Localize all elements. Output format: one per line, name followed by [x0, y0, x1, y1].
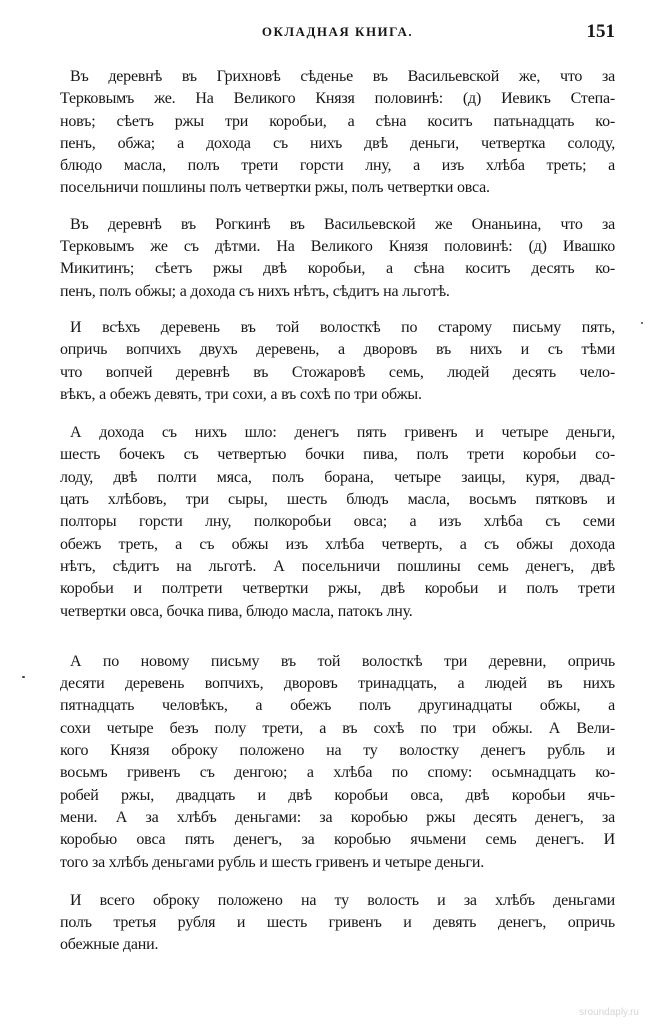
- text-line: Въ деревнѣ въ Грихновѣ сѣденье въ Васильевской же, что за: [70, 68, 615, 85]
- text-line: И всего оброку положено на ту волость и за хлѣбъ деньгами: [70, 891, 615, 909]
- running-title: ОКЛАДНАЯ КНИГА.: [261, 24, 414, 39]
- text-line: коробьи и полтрети четвертки ржы, двѣ коробьи и полъ трети: [60, 580, 615, 598]
- text-line: лоду, двѣ полти мяса, полъ борана, четыре заицы, куря, двад-: [60, 468, 615, 486]
- text-line: восьмъ гривенъ съ денгою; а хлѣба по спому: осьмнадцать ко-: [60, 764, 615, 782]
- paragraph-old-census: [60, 317, 615, 406]
- text-line: опричь вопчихъ двухъ деревень, а дворовъ въ нихъ и съ тѣми: [60, 341, 615, 359]
- text-line: Микитинъ; сѣетъ ржы двѣ коробьи, а сѣна коситъ десять ко-: [60, 260, 615, 278]
- text-line: И всѣхъ деревень въ той волосткѣ по старому письму пять,: [70, 318, 615, 336]
- text-line: блюдо масла, полъ трети горсти лну, а изъ хлѣба треть; а: [60, 157, 615, 175]
- text-line: кого Князя оброку положено на ту волостку денегъ рубль и: [60, 742, 615, 760]
- text-line: вѣкъ, а обежъ девять, три сохи, а въ сохѣ по три обжы.: [60, 385, 422, 403]
- text-line: коробью овса пять денегъ, за коробью ячьмени семь денегъ. И: [60, 831, 615, 849]
- text-line: А дохода съ нихъ шло: денегъ пять гривенъ и четыре деньги,: [70, 424, 615, 442]
- text-line: мени. А за хлѣбъ деньгами: за коробью ржы десять денегъ, за: [60, 808, 615, 826]
- text-line: посельничи пошлины полъ четвертки ржы, полъ четвертки овса.: [60, 179, 490, 197]
- text-line: что вопчей деревнѣ въ Стожаровѣ семь, людей десять чело-: [60, 363, 615, 381]
- text-line: шесть бочекъ съ четвертью бочки пива, полъ трети коробьи со-: [60, 446, 615, 464]
- text-line: десяти деревень вопчихъ, дворовъ тринадцать, а людей въ нихъ: [60, 675, 615, 693]
- page-number: 151: [586, 21, 615, 42]
- paragraph-new-census: [60, 651, 615, 874]
- paragraph-grikhnovo: [60, 66, 615, 200]
- text-line: полторы горсти лну, полкоробьи овса; а изъ хлѣба съ семи: [60, 513, 615, 531]
- text-line: нѣтъ, сѣдитъ на льготѣ. А посельничи пошлины семь денегъ, двѣ: [60, 557, 615, 575]
- text-line: А по новому письму въ той волосткѣ три деревни, опричь: [70, 652, 615, 670]
- text-line: Въ деревнѣ въ Рогкинѣ въ Васильевской же Онаньина, что за: [70, 215, 615, 233]
- text-line: сохи четыре безъ полу трети, а въ сохѣ по три обжы. А Вели-: [60, 719, 615, 737]
- ink-speck: [22, 676, 25, 678]
- running-head: [60, 21, 615, 46]
- body-text: [60, 66, 615, 957]
- text-line: пенъ, обжа; а дохода съ нихъ двѣ деньги, четвертка солоду,: [60, 134, 615, 152]
- ink-speck: [641, 322, 643, 324]
- text-line: новъ; сѣетъ ржы три коробьи, а сѣна коситъ патьнадцать ко-: [60, 112, 615, 130]
- text-line: робей ржы, двадцать и двѣ коробьи овса, двѣ коробьи ячь-: [60, 786, 615, 804]
- paragraph-total-obrok: [60, 890, 615, 957]
- text-line: полъ третья рубля и шесть гривенъ и девять денегъ, опричь: [60, 914, 615, 932]
- text-line: четвертки овса, бочка пива, блюдо масла, патокъ лну.: [60, 602, 413, 620]
- text-line: Терковымъ же съ дѣтми. На Великого Князя половинѣ: (д) Ивашко: [60, 238, 615, 256]
- text-line: обежъ треть, а съ обжы изъ хлѣба четверть, а съ обжы дохода: [60, 535, 615, 553]
- text-line: того за хлѣбъ деньгами рубль и шесть гривенъ и четыре деньги.: [60, 853, 484, 871]
- paragraph-income: [60, 422, 615, 623]
- text-line: Терковымъ же. На Великого Князя половинѣ: (д) Иевикъ Степа-: [60, 90, 615, 108]
- paragraph-rogkino: [60, 214, 615, 303]
- text-line: цать хлѣбовъ, три сыры, шесть блюдъ масла, восьмъ пятковъ и: [60, 491, 615, 509]
- text-line: обежные дани.: [60, 936, 159, 954]
- text-line: пенъ, полъ обжы; а дохода съ нихъ нѣтъ, сѣдитъ на льготѣ.: [60, 282, 450, 300]
- watermark: sroundaply.ru: [579, 1007, 639, 1018]
- text-line: пятнадцать человѣкъ, а обежъ полъ другинадцаты обжы, а: [60, 697, 615, 715]
